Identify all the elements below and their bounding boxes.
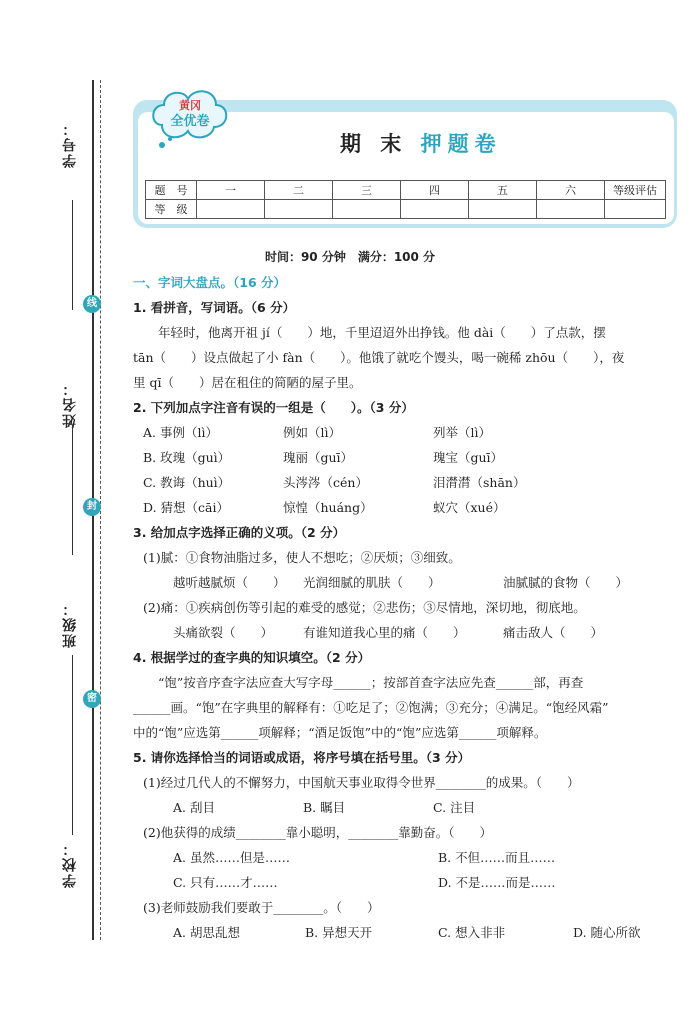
option: C. 注目: [433, 800, 476, 815]
option-row: [133, 420, 683, 445]
item: 头痛欲裂（ ）: [173, 625, 274, 640]
name-label: 姓名：: [62, 380, 78, 428]
time-score-info: 时间：90 分钟 满分：100 分: [264, 250, 436, 264]
option: 泪潸潸（shān）: [433, 475, 526, 490]
logo-line1: 黄冈: [179, 99, 201, 112]
item-row: [133, 570, 683, 595]
question-text: (2)他获得的成绩________靠小聪明，________靠勤奋。（ ）: [143, 825, 492, 840]
score-cell: 四: [401, 181, 469, 200]
option: A. 事例（lì）: [143, 425, 218, 440]
seal-line: 线: [83, 295, 101, 313]
option: D. 猜想（cāi）: [143, 500, 229, 515]
option: 瑰丽（guī）: [283, 450, 354, 465]
option-row: [133, 920, 683, 945]
option: A. 刮目: [173, 800, 215, 815]
option: 瑰宝（guī）: [433, 450, 504, 465]
grade-input[interactable]: [469, 200, 537, 219]
item: 光润细腻的肌肤（ ）: [303, 575, 441, 590]
grade-input[interactable]: [537, 200, 605, 219]
score-grade-row: [146, 200, 666, 219]
school-rule: [72, 775, 73, 835]
seal-secret: 密: [83, 690, 101, 708]
item-row: [133, 620, 683, 645]
item: 油腻腻的食物（ ）: [503, 575, 629, 590]
logo-line2: 全优卷: [170, 114, 210, 129]
option: C. 想入非非: [438, 925, 506, 940]
binding-margin: [0, 0, 122, 1011]
question-text: (2)痛：①疾病创伤等引起的难受的感觉；②悲伤；③尽情地，深切地，彻底地。: [143, 600, 586, 615]
option: B. 不但……而且……: [438, 850, 556, 865]
question-title: 1. 看拼音，写词语。（6 分）: [133, 300, 296, 315]
grade-input[interactable]: [333, 200, 401, 219]
score-cell: 三: [333, 181, 401, 200]
option-row: [133, 845, 683, 870]
question-title: 4. 根据学过的查字典的知识填空。（2 分）: [133, 650, 371, 665]
grade-input[interactable]: [265, 200, 333, 219]
option: A. 虽然……但是……: [173, 850, 290, 865]
option: C. 教诲（huì）: [143, 475, 231, 490]
option: A. 胡思乱想: [173, 925, 240, 940]
item: 有谁知道我心里的痛（ ）: [303, 625, 466, 640]
score-cell: 等级评估: [605, 181, 666, 200]
question-title: 3. 给加点字选择正确的义项。（2 分）: [133, 525, 346, 540]
option-row: [133, 870, 683, 895]
score-cell: 等 级: [146, 200, 197, 219]
option: B. 玫瑰（guì）: [143, 450, 231, 465]
question-text: (3)老师鼓励我们要敢于________。（ ）: [143, 900, 380, 915]
score-cell: 六: [537, 181, 605, 200]
item: 越听越腻烦（ ）: [173, 575, 286, 590]
section-heading: 一、字词大盘点。（16 分）: [133, 275, 286, 290]
question-text: tān（ ）设点做起了小 fàn（ ）。他饿了就吃个馒头，喝一碗稀 zhōu（ ），夜: [133, 350, 625, 365]
option: D. 随心所欲: [573, 925, 641, 940]
option: 头涔涔（cén）: [283, 475, 368, 490]
title-highlight: 押题卷: [420, 132, 502, 156]
question-text: “饱”按音序查字法应查大写字母______；按部首查字法应先查______部，再查: [133, 675, 584, 690]
option-row: [133, 795, 683, 820]
grade-input[interactable]: [401, 200, 469, 219]
question-title: 2. 下列加点字注音有误的一组是（ ）。（3 分）: [133, 400, 414, 415]
question-text: 中的“饱”应选第______项解释；“酒足饭饱”中的“饱”应选第______项解释。: [133, 725, 547, 740]
seal-seal: 封: [83, 498, 101, 516]
school-label: 学校：: [62, 840, 78, 888]
question-text: (1)经过几代人的不懈努力，中国航天事业取得令世界________的成果。（ ）: [143, 775, 580, 790]
question-text: 里 qī（ ）居在租住的简陋的屋子里。: [133, 375, 362, 390]
question-text: (1)腻：①食物油脂过多，使人不想吃；②厌烦；③细致。: [143, 550, 461, 565]
class-label: 班级：: [62, 600, 78, 648]
score-header-row: [146, 181, 666, 200]
option: 惊惶（huáng）: [283, 500, 373, 515]
score-cell: 五: [469, 181, 537, 200]
option-row: [133, 495, 683, 520]
item: 痛击敌人（ ）: [503, 625, 604, 640]
cloud-logo-icon: [150, 85, 230, 155]
option-row: [133, 470, 683, 495]
score-table: [145, 180, 666, 219]
title-plain: 期 末: [340, 132, 408, 156]
question-text: 年轻时，他离开祖 jí（ ）地，千里迢迢外出挣钱。他 dài（ ）了点款，摆: [133, 325, 606, 340]
option: 例如（lì）: [283, 425, 341, 440]
option: 列举（lì）: [433, 425, 491, 440]
question-text: ______画。“饱”在字典里的解释有：①吃足了；②饱满；③充分；④满足。“饱经风霜”: [133, 700, 609, 715]
option: C. 只有……才……: [173, 875, 278, 890]
name-rule: [72, 425, 73, 555]
option: B. 异想天开: [305, 925, 373, 940]
option: D. 不是……而是……: [438, 875, 556, 890]
grade-input[interactable]: [605, 200, 666, 219]
option-row: [133, 445, 683, 470]
score-cell: 二: [265, 181, 333, 200]
score-cell: 题 号: [146, 181, 197, 200]
option: B. 瞩目: [303, 800, 346, 815]
paper-title: [340, 128, 502, 158]
question-title: 5. 请你选择恰当的词语或成语，将序号填在括号里。（3 分）: [133, 750, 471, 765]
option: 蚁穴（xué）: [433, 500, 506, 515]
student-id-label: 学号：: [62, 120, 78, 168]
grade-input[interactable]: [197, 200, 265, 219]
exam-content: [133, 270, 683, 945]
score-cell: 一: [197, 181, 265, 200]
